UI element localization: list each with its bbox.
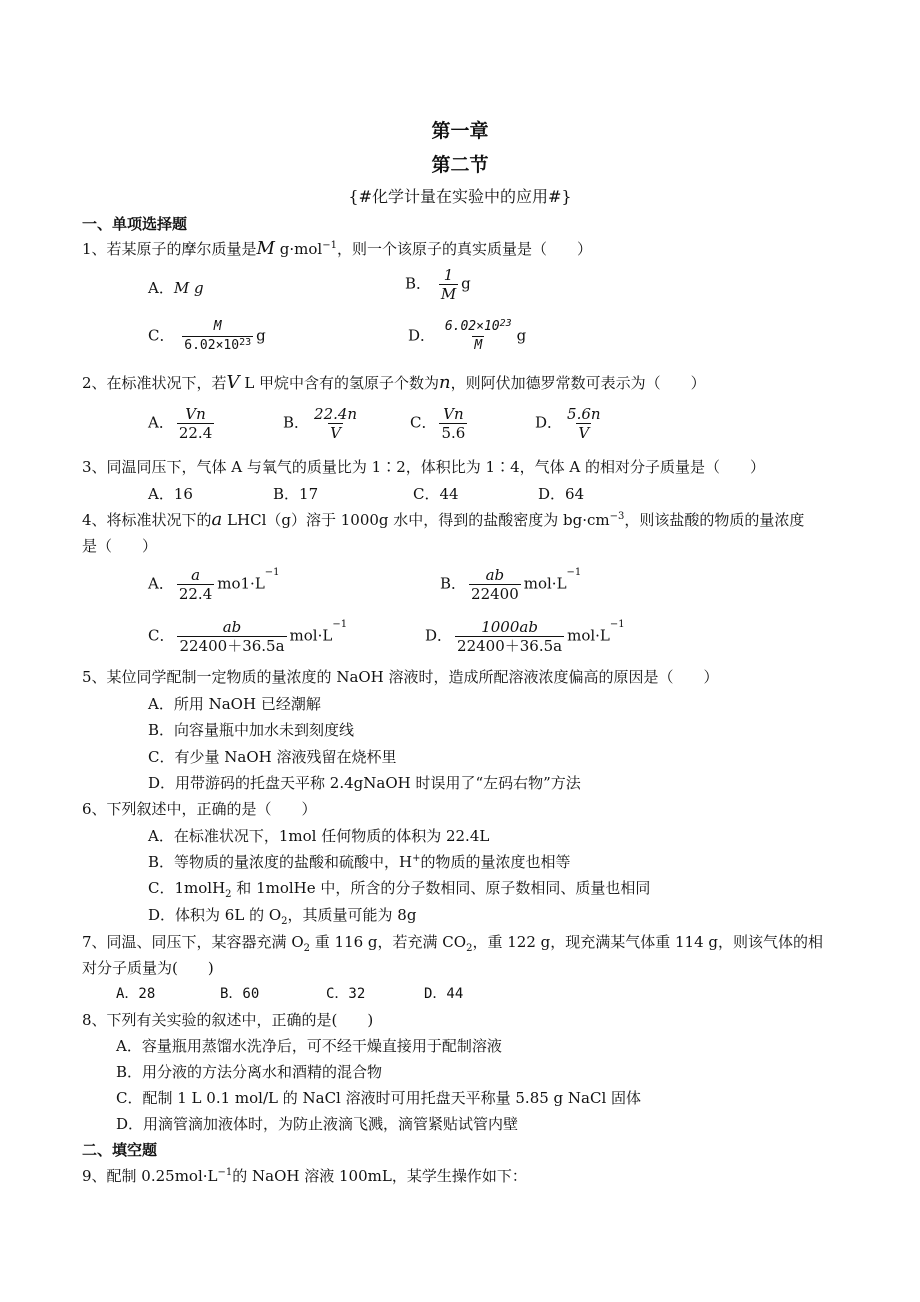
question-4-stem: 4、将标准状况下的a LHCl（g）溶于 1000g 水中，得到的盐酸密度为 $bg\cdot cm^{-3}$，则该盐酸的物质的量浓度 [82, 509, 805, 530]
fraction: $\frac{Vn}{22.4}$ [178, 405, 213, 442]
question-2-stem: 2、在标准状况下，若V L 甲烷中含有的氢原子个数为n，则阿伏加德罗常数可表示为（ ） [82, 372, 706, 393]
fraction: $\frac{ab}{22400+36.5a}$ [179, 618, 285, 655]
section-heading-fill-blank: 二、填空题 [82, 1141, 158, 1159]
fraction: $\frac{6.02\times 10^{23}}{M}$ [444, 318, 512, 353]
question-2-option-a: A． $\frac{Vn}{22.4}$ [148, 405, 213, 442]
fraction: $\frac{22.4n}{V}$ [314, 405, 358, 442]
question-5-stem: 5、某位同学配制一定物质的量浓度的 NaOH 溶液时，造成所配溶液浓度偏高的原因是（ ） [82, 668, 719, 686]
question-7-option-d: D．44 [424, 986, 464, 1002]
question-9-stem: 9、配制 $0.25mol\cdot L^{-1}$的 NaOH 溶液 100mL，某学生操作如下： [82, 1167, 527, 1185]
var-m: M [256, 238, 275, 259]
question-4-stem-continued: 是（ ） [82, 537, 158, 555]
fraction: $\frac{a}{22.4}$ [178, 566, 213, 603]
question-8-stem: 8、下列有关实验的叙述中，正确的是( ) [82, 1011, 374, 1029]
question-3-option-c: C．44 [413, 485, 459, 503]
section-title: 第二节 [431, 154, 489, 176]
question-1-option-a: A．M g [148, 279, 204, 297]
question-7-option-c: C．32 [326, 986, 366, 1002]
chapter-title: 第一章 [431, 120, 489, 142]
question-3-option-a: A．16 [148, 485, 193, 503]
question-7-option-b: B．60 [220, 986, 260, 1002]
question-7-stem-continued: 对分子质量为( ) [82, 959, 214, 977]
question-7-stem: 7、同温、同压下，某容器充满 $O_2$ 重 116 g，若充满 $CO_2$，重 122 g，现充满某气体重 114 g，则该气体的相 [82, 933, 824, 954]
question-8-option-d: D．用滴管滴加液体时，为防止液滴飞溅，滴管紧贴试管内壁 [116, 1115, 519, 1133]
question-6-stem: 6、下列叙述中，正确的是（ ） [82, 800, 317, 818]
section-heading-single-choice: 一、单项选择题 [82, 215, 188, 233]
question-5-option-a: A．所用 NaOH 已经潮解 [148, 695, 321, 713]
question-4-option-d: D． $\frac{1000ab}{22400+36.5a}$ $mol\cdot L^{-1}$ [425, 618, 625, 655]
question-4-option-c: C． $\frac{ab}{22400+36.5a}$ $mol\cdot L^{-1}$ [148, 618, 348, 655]
fraction: $\frac{ab}{22400}$ [471, 566, 519, 603]
fraction: $\frac{Vn}{5.6}$ [441, 405, 466, 442]
question-4-option-b: B． $\frac{ab}{22400}$ $mol\cdot L^{-1}$ [440, 566, 582, 603]
question-4-option-a: A． $\frac{a}{22.4}$ $mo1\cdot L^{-1}$ [148, 566, 280, 603]
question-3-stem: 3、同温同压下，气体 A 与氧气的质量比为 1∶2，体积比为 1∶4，气体 A 的相对分子质量是（ ） [82, 458, 765, 476]
question-2-option-c: C． $\frac{Vn}{5.6}$ [410, 405, 466, 442]
fraction: $\frac{5.6n}{V}$ [567, 405, 601, 442]
question-8-option-c: C．配制 1 L 0.1 mol/L 的 NaCl 溶液时可用托盘天平称量 5.85 g NaCl 固体 [116, 1089, 642, 1107]
question-3-option-b: B．17 [273, 485, 319, 503]
question-8-option-a: A．容量瓶用蒸馏水洗净后，可不经干燥直接用于配制溶液 [116, 1037, 502, 1055]
question-2-option-d: D． $\frac{5.6n}{V}$ [535, 405, 601, 442]
question-8-option-b: B．用分液的方法分离水和酒精的混合物 [116, 1063, 383, 1081]
question-6-option-d: D．体积为 6L 的 $O_2$，其质量可能为 8g [148, 906, 417, 927]
question-6-option-b: B．等物质的量浓度的盐酸和硫酸中，H+的物质的量浓度也相等 [148, 853, 571, 871]
question-2-option-b: B． $\frac{22.4n}{V}$ [283, 405, 358, 442]
question-1-option-d: D． $\frac{6.02\times 10^{23}}{M}$ g [408, 318, 527, 353]
topic-title: {#化学计量在实验中的应用#} [348, 187, 572, 206]
question-3-option-d: D．64 [538, 485, 585, 503]
fraction: $\frac{1000ab}{22400+36.5a}$ [457, 618, 563, 655]
question-6-option-c: C．1molH$_2$ 和 1molHe 中，所含的分子数相同、原子数相同、质量也相同 [148, 879, 651, 900]
question-7-option-a: A．28 [116, 986, 156, 1002]
fraction: $\frac{M}{6.02\times 10^{23}}$ [184, 319, 252, 353]
question-5-option-d: D．用带游码的托盘天平称 2.4gNaOH 时误用了“左码右物”方法 [148, 774, 581, 792]
question-6-option-a: A．在标准状况下，1mol 任何物质的体积为 22.4L [148, 827, 490, 845]
question-5-option-b: B．向容量瓶中加水未到刻度线 [148, 721, 355, 739]
fraction: $\frac{1}{M}$ [440, 266, 457, 303]
question-1-option-b: B． $\frac{1}{M}$ g [405, 266, 471, 303]
question-5-option-c: C．有少量 NaOH 溶液残留在烧杯里 [148, 748, 397, 766]
question-1-stem: 1、若某原子的摩尔质量是M g·mol$^{-1}$，则一个该原子的真实质量是（ ） [82, 238, 592, 259]
question-1-option-c: C． $\frac{M}{6.02\times 10^{23}}$ g [148, 319, 266, 353]
